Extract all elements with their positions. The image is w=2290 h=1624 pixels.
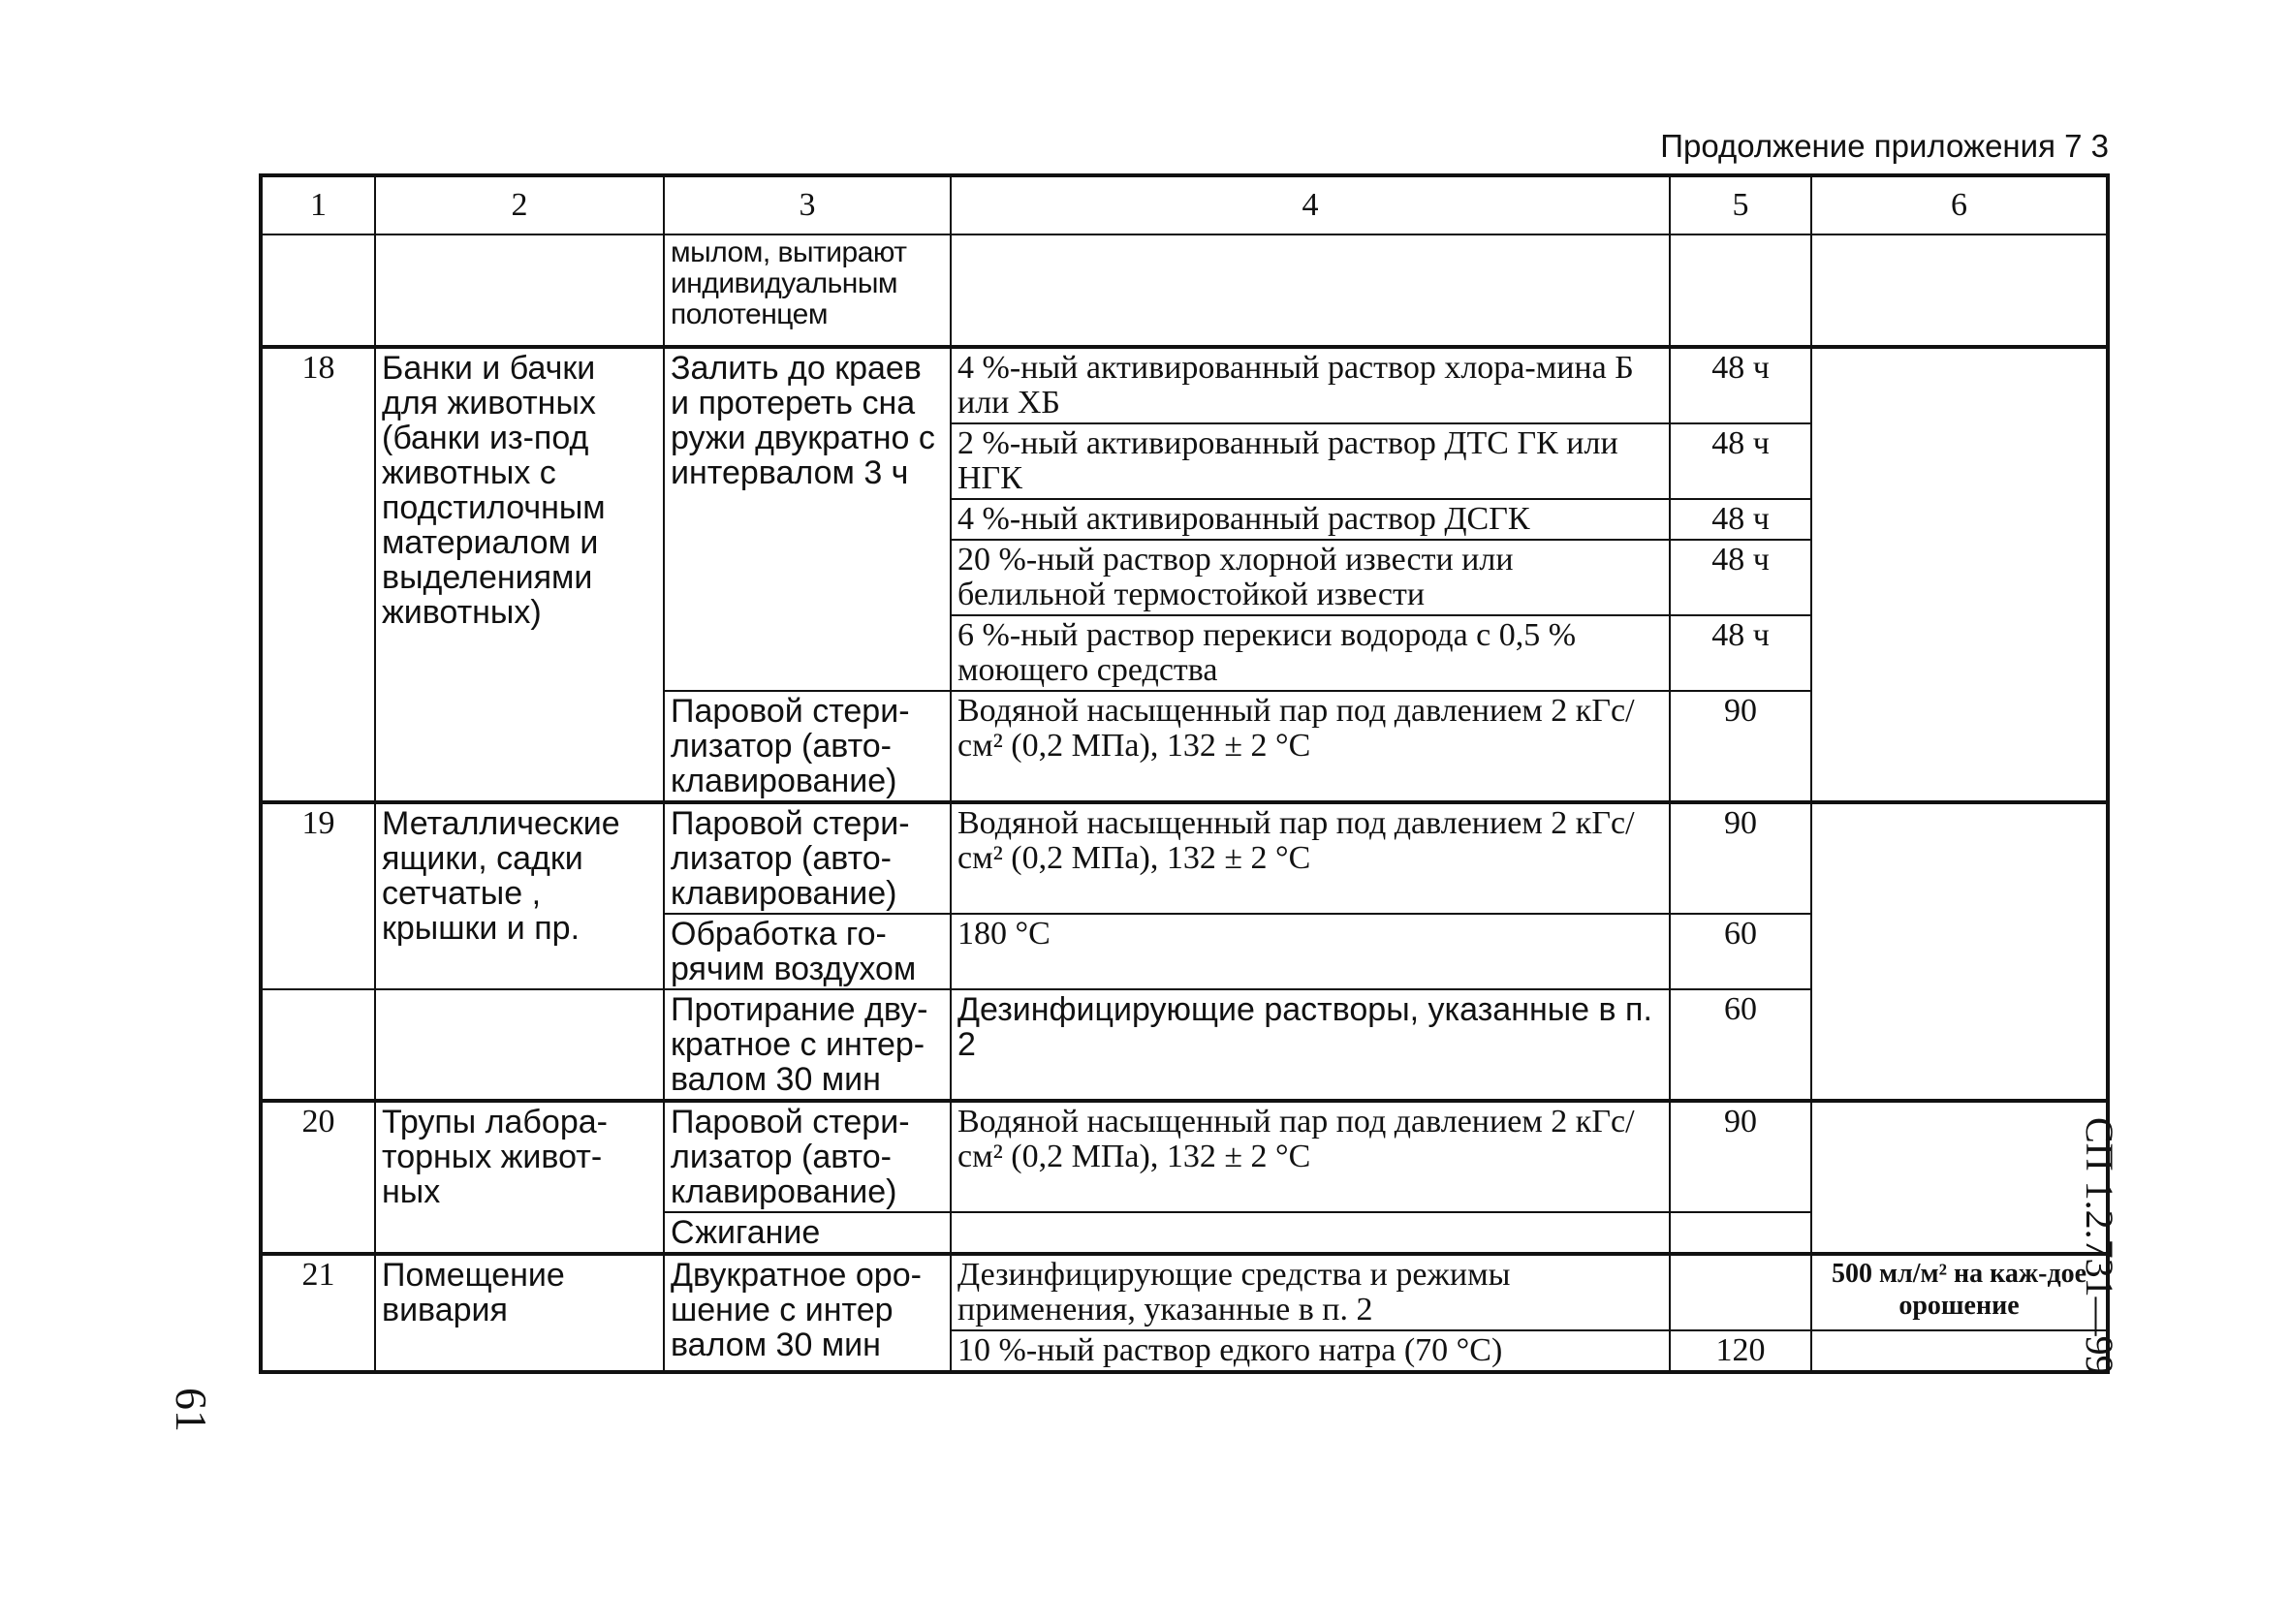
column-header-4: 4 — [951, 175, 1670, 234]
method-cell: Паровой стери-лизатор (авто-клавирование) — [664, 802, 951, 914]
page-number: 61 — [167, 1388, 216, 1432]
table-row — [261, 234, 2108, 347]
method-cell: мылом, вытирают индивидуальным полотенцем — [664, 234, 951, 347]
method-cell: Паровой стери-лизатор (авто-клавирование) — [664, 1101, 951, 1212]
object-cell: Трупы лабора-торных живот-ных — [375, 1101, 664, 1254]
agent-cell: 2 %-ный активированный раствор ДТС ГК или НГК — [951, 423, 1670, 499]
method-cell: Паровой стери-лизатор (авто-клавирование) — [664, 691, 951, 802]
exposure-time-cell: 48 ч — [1670, 615, 1811, 691]
table-row — [261, 1254, 2108, 1330]
exposure-time-cell: 90 — [1670, 691, 1811, 802]
cell-empty — [951, 1212, 1670, 1254]
agent-cell: 6 %-ный раствор перекиси водорода с 0,5 % моющего средства — [951, 615, 1670, 691]
exposure-time-cell: 48 ч — [1670, 347, 1811, 423]
column-header-1: 1 — [261, 175, 375, 234]
agent-cell: 10 %-ный раствор едкого натра (70 °С) — [951, 1330, 1670, 1372]
agent-cell: 4 %-ный активированный раствор хлора-мина Б или ХБ — [951, 347, 1670, 423]
cell-empty — [1811, 1330, 2108, 1372]
method-cell: Двукратное оро-шение с интер валом 30 мин — [664, 1254, 951, 1372]
method-cell: Сжигание — [664, 1212, 951, 1254]
method-cell: Обработка го-рячим воздухом — [664, 914, 951, 989]
object-cell: Металлические ящики, садки сетчатые , крышки и пр. — [375, 802, 664, 989]
table-row — [261, 802, 2108, 914]
note-cell — [1811, 802, 2108, 1101]
disinfection-table — [259, 173, 2110, 1374]
exposure-time-cell: 48 ч — [1670, 499, 1811, 540]
cell-empty — [1670, 1254, 1811, 1330]
document-code: СП 1.2.731—99 — [2078, 1117, 2121, 1375]
exposure-time-cell: 48 ч — [1670, 540, 1811, 615]
agent-cell: Водяной насыщенный пар под давлением 2 кГс/см² (0,2 МПа), 132 ± 2 °С — [951, 1101, 1670, 1212]
row-number-cell: 18 — [261, 347, 375, 802]
object-cell: Банки и бачки для животных (банки из-под животных с подстилочным материалом и выделениями животных) — [375, 347, 664, 802]
cell-empty — [261, 989, 375, 1101]
table-header-row — [261, 175, 2108, 234]
object-cell: Помещение вивария — [375, 1254, 664, 1372]
column-header-2: 2 — [375, 175, 664, 234]
row-number-cell: 21 — [261, 1254, 375, 1372]
agent-cell: Водяной насыщенный пар под давлением 2 кГс/см² (0,2 МПа), 132 ± 2 °С — [951, 802, 1670, 914]
note-cell — [1811, 347, 2108, 802]
exposure-time-cell: 48 ч — [1670, 423, 1811, 499]
method-cell: Протирание дву-кратное с интер-валом 30 мин — [664, 989, 951, 1101]
agent-cell: Дезинфицирующие средства и режимы применения, указанные в п. 2 — [951, 1254, 1670, 1330]
cell-empty — [1670, 1212, 1811, 1254]
note-cell: 500 мл/м² на каж-дое орошение — [1811, 1254, 2108, 1330]
exposure-time-cell: 90 — [1670, 802, 1811, 914]
table-row — [261, 1101, 2108, 1212]
row-number-cell: 19 — [261, 802, 375, 989]
method-cell: Залить до краев и протереть сна ружи двукратно с интервалом 3 ч — [664, 347, 951, 691]
cell-empty — [375, 234, 664, 347]
column-header-3: 3 — [664, 175, 951, 234]
agent-cell: 180 °С — [951, 914, 1670, 989]
exposure-time-cell: 120 — [1670, 1330, 1811, 1372]
row-number-cell: 20 — [261, 1101, 375, 1254]
exposure-time-cell: 60 — [1670, 914, 1811, 989]
agent-cell: Дезинфицирующие растворы, указанные в п. 2 — [951, 989, 1670, 1101]
column-header-5: 5 — [1670, 175, 1811, 234]
cell-empty — [375, 989, 664, 1101]
cell-empty — [1670, 234, 1811, 347]
continuation-header: Продолжение приложения 7 3 — [1660, 128, 2109, 164]
agent-cell: 20 %-ный раствор хлорной извести или белильной термостойкой извести — [951, 540, 1670, 615]
note-cell — [1811, 1101, 2108, 1254]
exposure-time-cell: 60 — [1670, 989, 1811, 1101]
column-header-6: 6 — [1811, 175, 2108, 234]
table-row — [261, 347, 2108, 423]
cell-empty — [261, 234, 375, 347]
cell-empty — [951, 234, 1670, 347]
exposure-time-cell: 90 — [1670, 1101, 1811, 1212]
agent-cell: 4 %-ный активированный раствор ДСГК — [951, 499, 1670, 540]
cell-empty — [1811, 234, 2108, 347]
agent-cell: Водяной насыщенный пар под давлением 2 кГс/см² (0,2 МПа), 132 ± 2 °С — [951, 691, 1670, 802]
